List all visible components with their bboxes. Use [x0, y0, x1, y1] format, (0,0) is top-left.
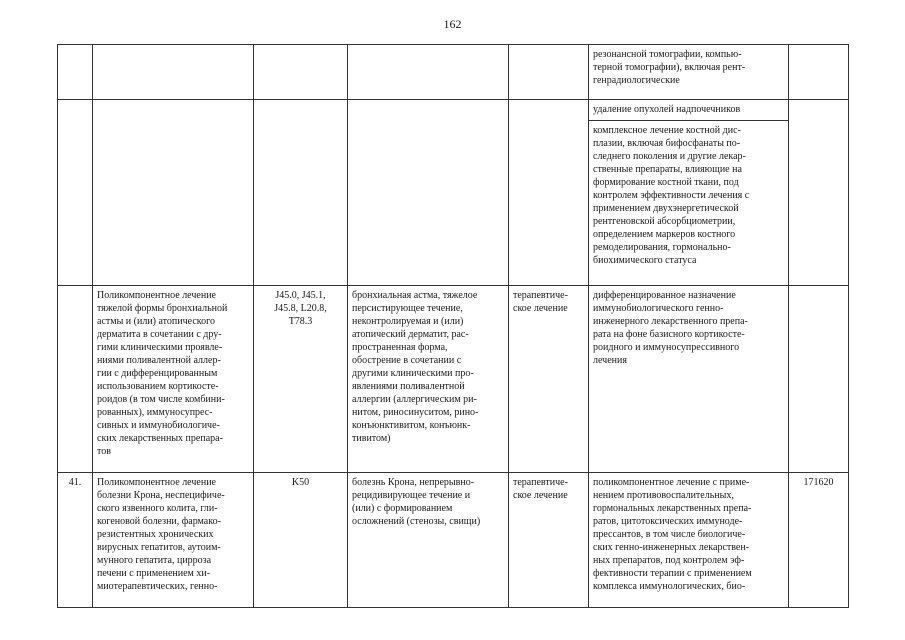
patient-model-cell	[348, 286, 509, 473]
text-line: иммунобиологического генно-	[593, 303, 724, 314]
text-line: плазии, включая бифосфанаты по-	[593, 138, 741, 149]
text-line: печени с применением хи-	[97, 568, 211, 579]
text-line: рата на фоне базисного кортикосте-	[593, 329, 745, 340]
patient-model-cell	[348, 100, 509, 286]
text-line: сивных и иммунобиологиче-	[97, 420, 220, 431]
norm-cell	[789, 286, 849, 473]
text-line: дерматита в сочетании с дру-	[97, 329, 222, 340]
text-line: дифференцированное назначение	[593, 290, 736, 301]
text-line: болезнь Крона, непрерывно-	[352, 477, 475, 488]
text-line: инженерного лекарственного препа-	[593, 316, 748, 327]
text-line: генрадиологические	[593, 75, 680, 86]
treatment-method-cell	[589, 100, 789, 286]
text-line: тяжелой формы бронхиальной	[97, 303, 228, 314]
text-line: ных препаратов, под контролем эф-	[593, 555, 745, 566]
row-number-cell	[58, 286, 93, 473]
text-line: ственные препараты, влияющие на	[593, 164, 742, 175]
text-line: гии с дифференцированным	[97, 368, 218, 379]
text-line: астмы и (или) атопического	[97, 316, 215, 327]
text-line: ратов, цитотоксических иммуноде-	[593, 516, 743, 527]
table-row	[58, 100, 849, 286]
text-line: терапевтиче-	[513, 477, 568, 488]
text-line: комплексное лечение костной дис-	[593, 125, 741, 136]
treatment-kind-cell	[509, 473, 589, 608]
text-line: ское лечение	[513, 303, 568, 314]
icd-codes-cell	[254, 45, 348, 100]
text-line: персистирующее течение,	[352, 303, 463, 314]
text-line: контролем эффективности лечения с	[593, 190, 750, 201]
norm-cell	[789, 45, 849, 100]
text-line: рецидивирующее течение и	[352, 490, 471, 501]
text-line: ского язвенного колита, гли-	[97, 503, 218, 514]
text-line: поликомпонентное лечение с приме-	[593, 477, 750, 488]
row-number-cell	[58, 100, 93, 286]
text-line: болезни Крона, неспецифиче-	[97, 490, 225, 501]
text-line: J45.8, L20.8,	[274, 303, 327, 314]
text-line: обострение в сочетании с	[352, 355, 462, 366]
text-line: формирование костной ткани, под	[593, 177, 739, 188]
medical-care-table	[57, 44, 849, 608]
page-number: 162	[443, 17, 462, 31]
text-line: гормональных лекарственных препа-	[593, 503, 752, 514]
care-name-cell	[93, 100, 254, 286]
norm-cell	[789, 100, 849, 286]
text-line: комплекса иммунологических, био-	[593, 581, 746, 592]
text-line: неконтролируемая и (или)	[352, 316, 464, 327]
row-number-cell: 41.	[58, 473, 93, 608]
text-line: ремоделирования, гормонально-	[593, 242, 731, 253]
text-line: Поликомпонентное лечение	[97, 290, 216, 301]
text-line: следнего поколения и другие лекар-	[593, 151, 746, 162]
text-line: терапевтиче-	[513, 290, 568, 301]
text-line: терной томографии), включая рент-	[593, 62, 746, 73]
text-line: удаление опухолей надпочечников	[593, 104, 741, 115]
table-row	[58, 45, 849, 100]
table-row	[58, 286, 849, 473]
icd-codes-cell	[254, 473, 348, 608]
text-line: аллергии (аллергическим ри-	[352, 394, 477, 405]
text-line: ских лекарственных препара-	[97, 433, 223, 444]
treatment-method-cell	[589, 45, 789, 100]
text-line: другими клиническими про-	[352, 368, 474, 379]
text-line: нением противовоспалительных,	[593, 490, 734, 501]
icd-codes-cell	[254, 100, 348, 286]
text-line: прессантов, в том числе биологиче-	[593, 529, 746, 540]
text-line: рованных), иммуносупрес-	[97, 407, 213, 418]
text-line: мунного гепатита, цирроза	[97, 555, 212, 566]
text-line: лечения	[593, 355, 627, 366]
care-name-cell	[93, 45, 254, 100]
text-line: тов	[97, 446, 111, 457]
text-line: бронхиальная астма, тяжелое	[352, 290, 478, 301]
text-line: рентгеновской абсорбциометрии,	[593, 216, 736, 227]
table-row	[58, 473, 849, 608]
text-line: когеновой болезни, фармако-	[97, 516, 221, 527]
care-name-cell	[93, 286, 254, 473]
treatment-kind-cell	[509, 286, 589, 473]
row-number-cell	[58, 45, 93, 100]
text-line: резонансной томографии, компью-	[593, 49, 742, 60]
text-line: ских генно-инженерных лекарствен-	[593, 542, 750, 553]
text-line: осложнений (стенозы, свищи)	[352, 516, 481, 527]
text-line: Поликомпонентное лечение	[97, 477, 216, 488]
method-item	[589, 100, 788, 121]
text-line: вирусных гепатитов, аутоим-	[97, 542, 221, 553]
treatment-method-cell	[589, 286, 789, 473]
text-line: гими клиническими проявле-	[97, 342, 223, 353]
method-item	[589, 121, 788, 270]
treatment-kind-cell	[509, 45, 589, 100]
patient-model-cell	[348, 473, 509, 608]
text-line: (или) с формированием	[352, 503, 453, 514]
treatment-kind-cell	[509, 100, 589, 286]
text-line: резистентных хронических	[97, 529, 214, 540]
treatment-method-cell	[589, 473, 789, 608]
text-line: миотерапевтических, генно-	[97, 581, 218, 592]
text-line: роидного и иммуносупрессивного	[593, 342, 740, 353]
text-line: пространенная форма,	[352, 342, 448, 353]
text-line: биохимического статуса	[593, 255, 697, 266]
text-line: использованием кортикосте-	[97, 381, 219, 392]
text-line: T78.3	[288, 316, 313, 327]
text-line: фективности терапии с применением	[593, 568, 752, 579]
text-line: явлениями поливалентной	[352, 381, 465, 392]
text-line: J45.0, J45.1,	[275, 290, 326, 301]
text-line: ское лечение	[513, 490, 568, 501]
care-name-cell	[93, 473, 254, 608]
text-line: ниями поливалентной аллер-	[97, 355, 221, 366]
text-line: применением двухэнергетической	[593, 203, 739, 214]
text-line: нитом, риносинуситом, рино-	[352, 407, 479, 418]
text-line: конъюнктивитом, конъюнк-	[352, 420, 471, 431]
icd-codes-cell	[254, 286, 348, 473]
text-line: определением маркеров костного	[593, 229, 736, 240]
norm-cell: 171620	[789, 473, 849, 608]
text-line: K50	[291, 477, 310, 488]
patient-model-cell	[348, 45, 509, 100]
text-line: тивитом)	[352, 433, 391, 444]
text-line: роидов (в том числе комбини-	[97, 394, 225, 405]
text-line: атопический дерматит, рас-	[352, 329, 469, 340]
